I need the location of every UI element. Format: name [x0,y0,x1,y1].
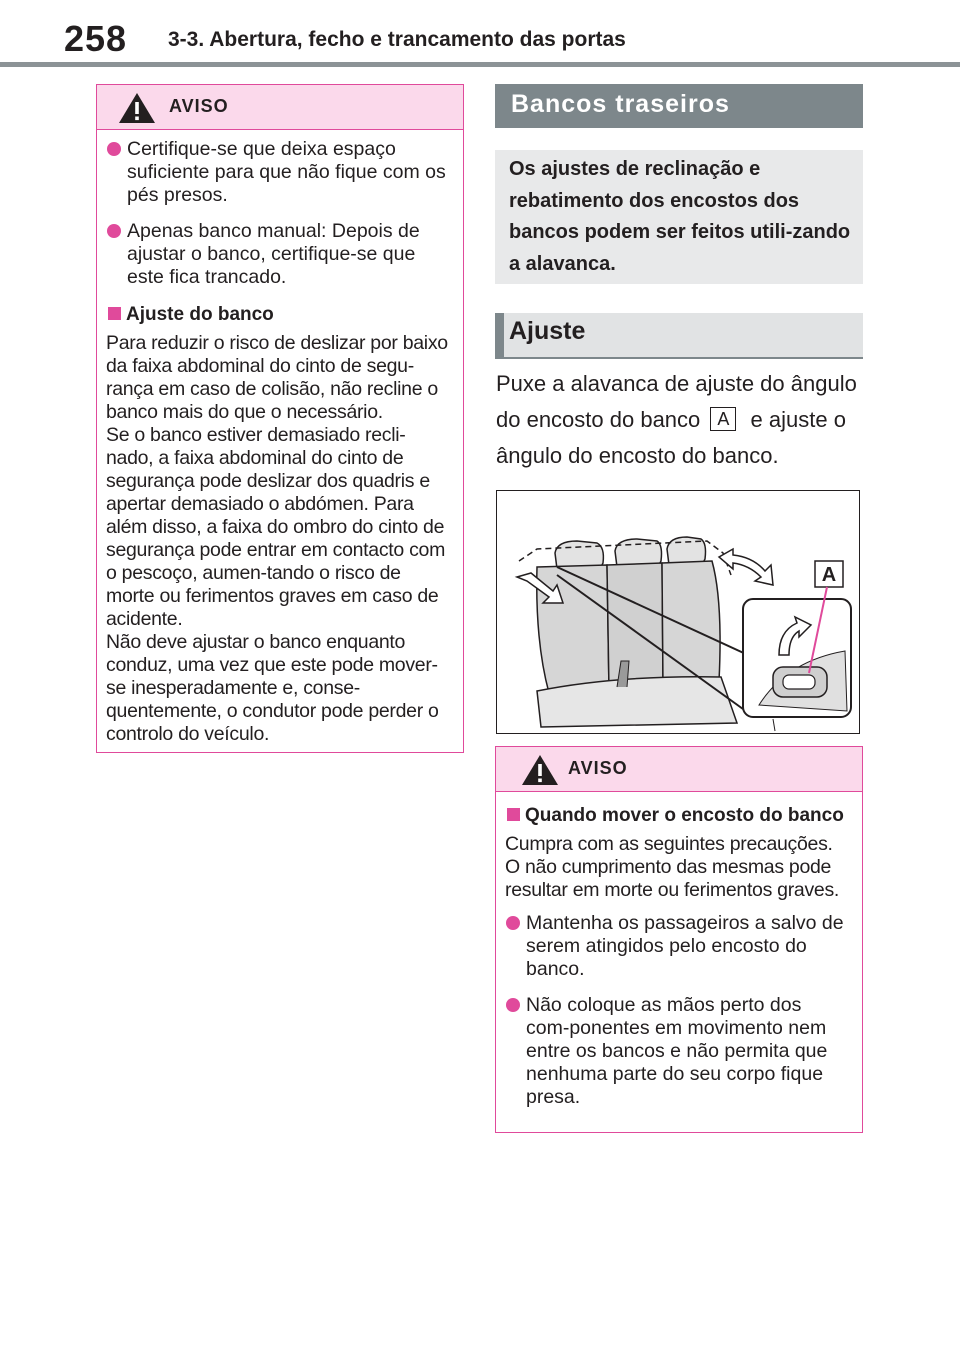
list-item [106,220,449,289]
bullet-text: Mantenha os passageiros a salvo de serem atingidos pelo encosto do banco. [526,912,844,980]
warning-box-left [96,84,464,753]
paragraph: Se o banco estiver demasiado recli-nado, a faixa abdominal do cinto de segurança pode deslizar dos quadris e apertar demasiado o abdómen. Para além disso, a faixa do ombro do cinto de segurança pode entrar em contacto com o pescoço, aumen-tando o risco de morte ou ferimentos graves em caso de acidente. [106,424,446,630]
square-bullet-icon [108,307,121,320]
page-number: 258 [64,18,128,59]
intro-box [495,150,863,284]
warning-body [97,130,463,766]
warning-body [496,792,862,1132]
bullet-text: Não coloque as mãos perto dos com-ponentes em movimento nem entre os bancos e não permita que nenhuma parte do seu corpo fique presa. [526,994,828,1108]
warning-header [97,85,463,130]
rear-seat-illustration [497,491,860,734]
warning-title: AVISO [169,96,229,116]
list-item [106,138,449,207]
warning-title: AVISO [568,758,628,778]
subsection-bar [495,313,863,359]
bullet-dot-icon [506,998,520,1012]
page-header [0,0,960,70]
bullet-dot-icon [107,142,121,156]
paragraph: Para reduzir o risco de deslizar por baixo da faixa abdominal do cinto de segu-rança em caso de colisão, não recline o banco mais do que o necessário. [106,332,448,423]
instruction-text: Puxe a alavanca de ajuste do ângulo do encosto do banco A e ajuste o ângulo do encosto do banco. [496,371,857,468]
section-title-bar [495,84,863,128]
bullet-text: Certifique-se que deixa espaço suficiente para que não fique com os pés presos. [127,138,446,206]
warning-box-right [495,746,863,1133]
square-bullet-icon [507,808,520,821]
bullet-text: Apenas banco manual: Depois de ajustar o banco, certifique-se que este fica trancado. [127,220,420,288]
figure-callout-label: A [821,564,837,586]
paragraph: Não deve ajustar o banco enquanto conduz, uma vez que este pode mover-se inesperadamente e, conse-quentemente, o condutor pode perder o controlo do veículo. [106,631,439,745]
subsection-title: Ajuste [509,317,586,345]
warning-triangle-icon [117,91,157,125]
section-heading: Quando mover o encosto do banco [505,804,848,827]
list-item [505,912,848,981]
chapter-title: 3-3. Abertura, fecho e trancamento das portas [168,28,626,51]
bullet-dot-icon [506,916,520,930]
subsection-accent [495,313,504,357]
warning-header [496,747,862,792]
header-rule [0,62,960,67]
section-heading: Ajuste do banco [106,303,449,326]
warning-triangle-icon [520,753,560,787]
seat-illustration [496,490,860,734]
paragraph: Cumpra com as seguintes precauções. O não cumprimento das mesmas pode resultar em morte ou ferimentos graves. [505,833,840,901]
bullet-dot-icon [107,224,121,238]
section-title: Bancos traseiros [511,90,730,118]
callout-label: A [710,407,736,431]
list-item [505,994,848,1109]
intro-text: Os ajustes de reclinação e rebatimento dos encostos dos bancos podem ser feitos utili-zando a alavanca. [509,158,851,275]
